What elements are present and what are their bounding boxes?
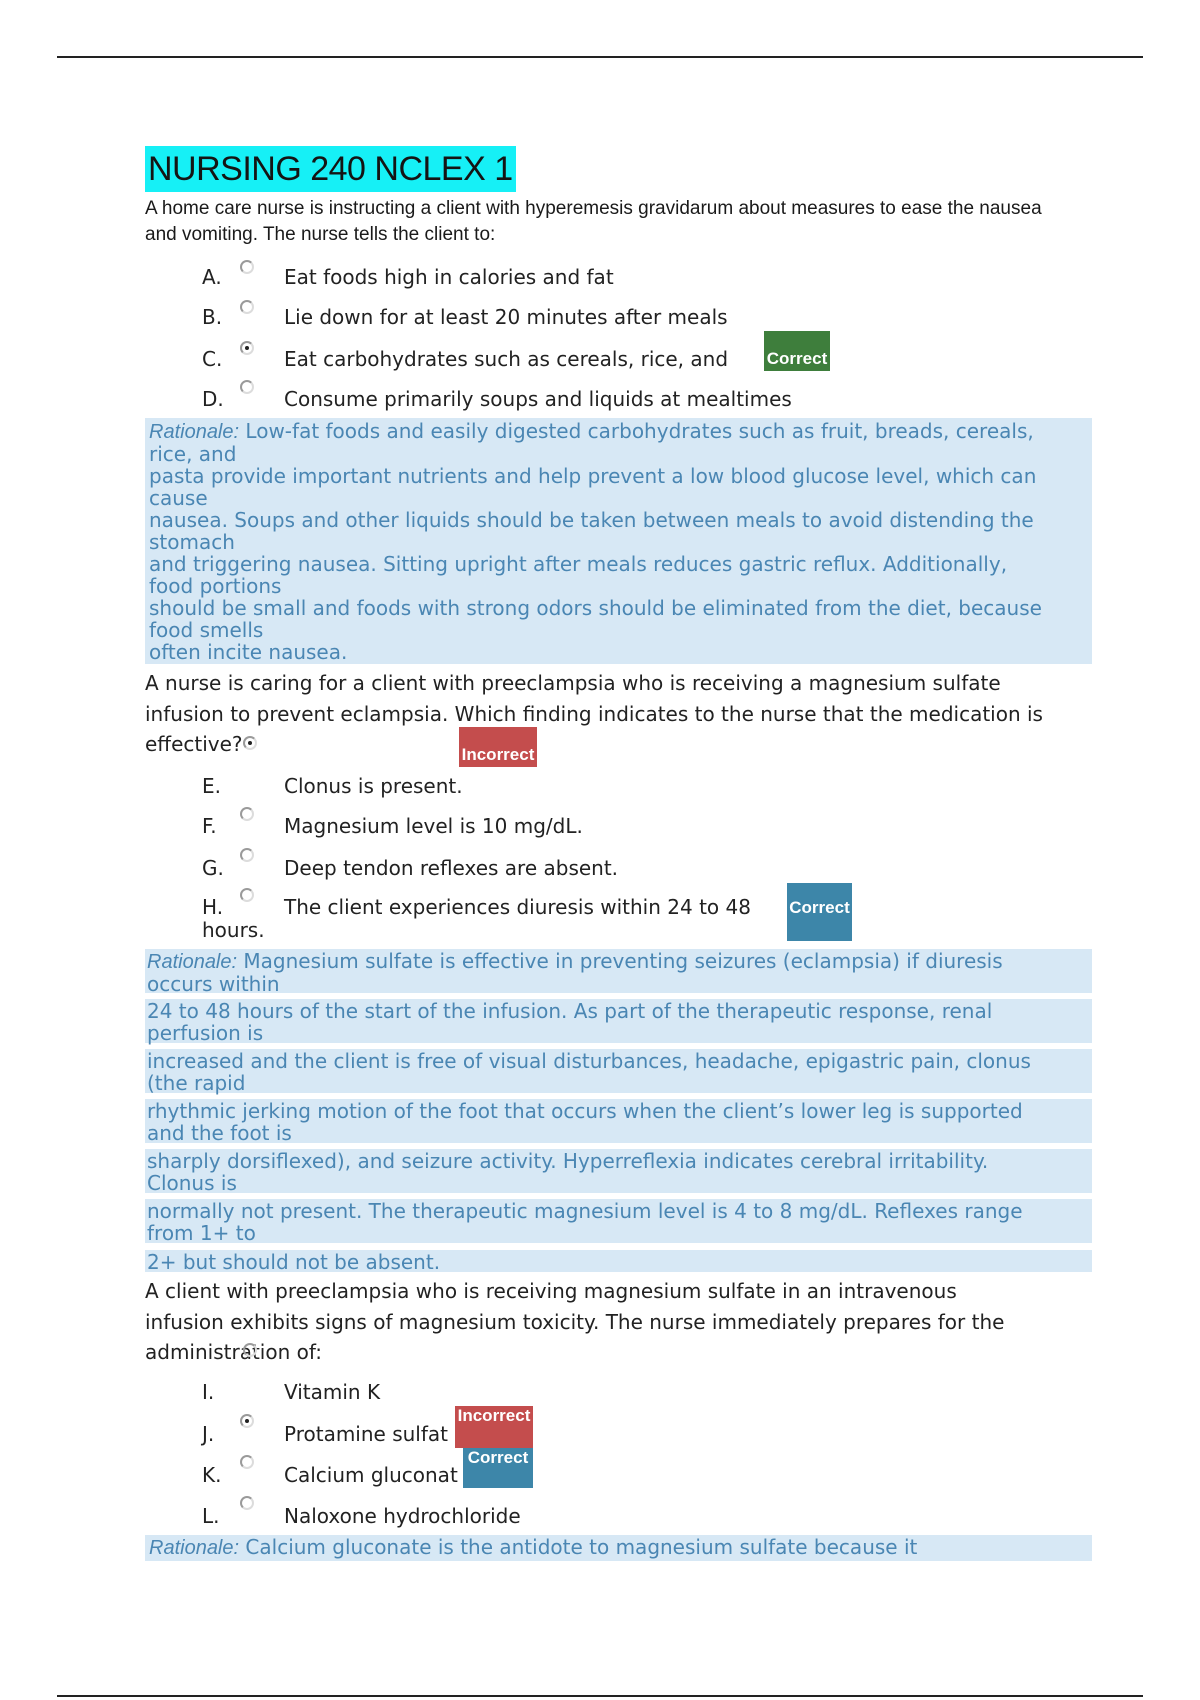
option-letter: E.	[202, 774, 221, 798]
radio-a[interactable]	[240, 260, 254, 274]
option-letter: F.	[202, 814, 217, 838]
rationale-line: often incite nausea.	[149, 640, 348, 664]
rationale-line: nausea. Soups and other liquids should be taken between meals to avoid distending the	[149, 508, 1034, 532]
radio-g[interactable]	[240, 848, 254, 862]
rationale-line: food smells	[149, 618, 264, 642]
radio-k[interactable]	[240, 1455, 254, 1469]
incorrect-badge: Incorrect	[455, 1406, 533, 1448]
rationale-line: and triggering nausea. Sitting upright after meals reduces gastric reflux. Additionally,	[149, 552, 1008, 576]
radio-i[interactable]	[243, 1343, 257, 1357]
option-text: The client experiences diuresis within 24 to 48	[284, 895, 751, 919]
option-text: Eat foods high in calories and fat	[284, 265, 614, 289]
rationale-label: Rationale:	[147, 951, 238, 973]
option-text: Magnesium level is 10 mg/dL.	[284, 814, 583, 838]
radio-f[interactable]	[240, 807, 254, 821]
radio-c[interactable]	[240, 341, 254, 355]
question-line: A nurse is caring for a client with preeclampsia who is receiving a magnesium sulfate	[145, 671, 1001, 695]
question-1-text: A home care nurse is instructing a client with hyperemesis gravidarum about measures to ease the nausea and vomiting. The nurse tells the client to:	[145, 198, 1042, 245]
radio-j[interactable]	[240, 1414, 254, 1428]
rationale-line: Magnesium sulfate is effective in preventing seizures (eclampsia) if diuresis	[237, 949, 1003, 973]
incorrect-badge: Incorrect	[459, 727, 537, 767]
question-line: A client with preeclampsia who is receiving magnesium sulfate in an intravenous	[145, 1279, 957, 1303]
option-text: Clonus is present.	[284, 774, 463, 798]
question-line: effective?	[145, 732, 243, 756]
option-letter: C.	[202, 347, 223, 371]
rationale-line: stomach	[149, 530, 235, 554]
question-line: infusion exhibits signs of magnesium toxicity. The nurse immediately prepares for the	[145, 1309, 1005, 1334]
rationale-line: should be small and foods with strong odors should be eliminated from the diet, because	[149, 596, 1042, 620]
correct-badge: Correct	[764, 331, 830, 371]
rationale-line: perfusion is	[147, 1021, 264, 1045]
option-text: Lie down for at least 20 minutes after meals	[284, 305, 728, 329]
rationale-line: food portions	[149, 574, 282, 598]
option-text: Naloxone hydrochloride	[284, 1504, 521, 1528]
option-text: Consume primarily soups and liquids at mealtimes	[284, 387, 792, 411]
rationale-line: sharply dorsiflexed), and seizure activity. Hyperreflexia indicates cerebral irritability.	[147, 1149, 989, 1173]
option-text: Vitamin K	[284, 1380, 381, 1404]
rationale-line: rice, and	[149, 442, 237, 466]
rationale-label: Rationale:	[149, 421, 240, 443]
rationale-2-band	[145, 1250, 1092, 1272]
rationale-1	[145, 418, 1092, 664]
bottom-rule	[57, 1695, 1143, 1697]
option-letter: B.	[202, 305, 223, 329]
radio-h[interactable]	[240, 888, 254, 902]
option-letter: H.	[202, 895, 224, 919]
option-letter: D.	[202, 387, 224, 411]
rationale-2-band	[145, 1099, 1092, 1143]
option-letter: I.	[202, 1380, 215, 1404]
rationale-line: from 1+ to	[147, 1221, 256, 1245]
rationale-line: Clonus is	[147, 1171, 237, 1195]
correct-badge: Correct	[787, 883, 852, 941]
rationale-2-band	[145, 1049, 1092, 1093]
rationale-line: cause	[149, 486, 208, 510]
radio-l[interactable]	[240, 1496, 254, 1510]
rationale-2-band	[145, 1199, 1092, 1243]
rationale-line: (the rapid	[147, 1071, 246, 1095]
rationale-line: pasta provide important nutrients and help prevent a low blood glucose level, which can	[149, 464, 1037, 488]
radio-d[interactable]	[240, 380, 254, 394]
option-letter: L.	[202, 1504, 220, 1528]
rationale-2-band	[145, 999, 1092, 1043]
question-3-text	[145, 1276, 1105, 1368]
option-text: Calcium gluconat	[284, 1463, 458, 1487]
option-text: Deep tendon reflexes are absent.	[284, 856, 619, 880]
rationale-line: rhythmic jerking motion of the foot that occurs when the client’s lower leg is supported	[147, 1099, 1023, 1123]
question-line: administration of:	[145, 1340, 322, 1364]
option-letter: K.	[202, 1463, 222, 1487]
option-letter: G.	[202, 856, 224, 880]
rationale-line: Calcium gluconate is the antidote to magnesium sulfate because it	[239, 1535, 918, 1559]
radio-b[interactable]	[240, 300, 254, 314]
page-title: NURSING 240 NCLEX 1	[145, 146, 516, 192]
question-line: infusion to prevent eclampsia. Which finding indicates to the nurse that the medication is	[145, 701, 1043, 726]
option-letter: A.	[202, 265, 222, 289]
rationale-2-band	[145, 1149, 1092, 1193]
rationale-line: increased and the client is free of visual disturbances, headache, epigastric pain, clonus	[147, 1049, 1031, 1073]
rationale-line: and the foot is	[147, 1121, 292, 1145]
option-text: Protamine sulfat	[284, 1422, 448, 1446]
correct-badge: Correct	[463, 1448, 533, 1488]
rationale-line: 24 to 48 hours of the start of the infusion. As part of the therapeutic response, renal	[147, 999, 993, 1023]
top-rule	[57, 56, 1143, 58]
option-letter: J.	[202, 1422, 215, 1446]
rationale-line: 2+ but should not be absent.	[147, 1250, 441, 1274]
rationale-line: normally not present. The therapeutic magnesium level is 4 to 8 mg/dL. Reflexes range	[147, 1199, 1023, 1223]
radio-selected[interactable]	[243, 736, 257, 750]
question-2-text	[145, 668, 1105, 760]
option-wrap-text: hours.	[202, 918, 265, 942]
rationale-label: Rationale:	[149, 1537, 240, 1559]
rationale-line: occurs within	[147, 972, 280, 996]
rationale-line: Low-fat foods and easily digested carbohydrates such as fruit, breads, cereals,	[239, 419, 1034, 443]
rationale-2-band	[145, 949, 1092, 996]
rationale-3-band	[145, 1535, 1092, 1561]
option-text: Eat carbohydrates such as cereals, rice, and	[284, 347, 729, 371]
